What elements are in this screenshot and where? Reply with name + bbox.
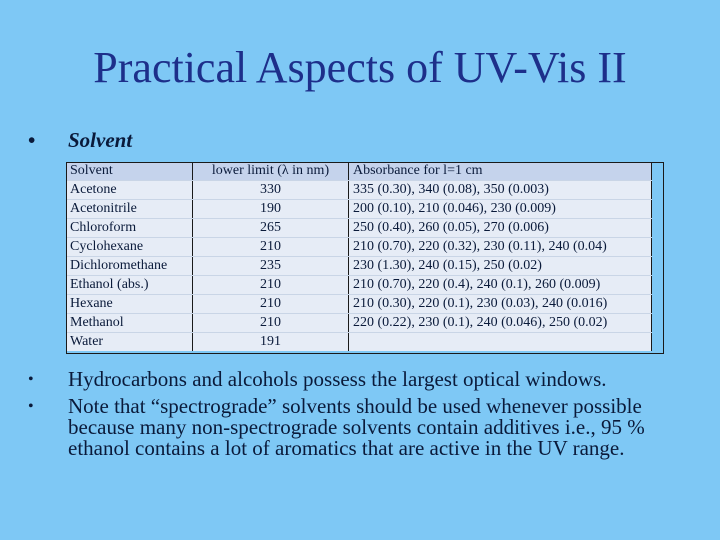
cell-absorbance: 230 (1.30), 240 (0.15), 250 (0.02) bbox=[349, 257, 652, 276]
cell-lower-limit: 210 bbox=[193, 314, 349, 333]
cell-absorbance: 210 (0.70), 220 (0.32), 230 (0.11), 240 (0.04) bbox=[349, 238, 652, 257]
bullet-text: Note that “spectrograde” solvents should be used whenever possible because many non-spectrograde solvents contain additives i.e., 95 % ethanol contains a lot of aromatics that are active in the UV range. bbox=[68, 394, 645, 460]
table-row bbox=[66, 295, 652, 314]
table-row bbox=[66, 200, 652, 219]
cell-lower-limit: 210 bbox=[193, 295, 349, 314]
cell-solvent: Dichloromethane bbox=[66, 257, 193, 276]
table-row bbox=[66, 238, 652, 257]
table-row bbox=[66, 219, 652, 238]
header-absorbance: Absorbance for l=1 cm bbox=[349, 162, 652, 181]
table-row bbox=[66, 181, 652, 200]
table-row bbox=[66, 276, 652, 295]
cell-absorbance: 220 (0.22), 230 (0.1), 240 (0.046), 250 (0.02) bbox=[349, 314, 652, 333]
cell-solvent: Acetone bbox=[66, 181, 193, 200]
cell-lower-limit: 330 bbox=[193, 181, 349, 200]
table-row bbox=[66, 314, 652, 333]
solvent-table bbox=[66, 162, 652, 351]
table-row bbox=[66, 333, 652, 352]
cell-absorbance: 200 (0.10), 210 (0.046), 230 (0.009) bbox=[349, 200, 652, 219]
cell-lower-limit: 210 bbox=[193, 276, 349, 295]
cell-solvent: Hexane bbox=[66, 295, 193, 314]
slide-title: Practical Aspects of UV-Vis II bbox=[93, 43, 627, 92]
cell-absorbance: 250 (0.40), 260 (0.05), 270 (0.006) bbox=[349, 219, 652, 238]
cell-solvent: Acetonitrile bbox=[66, 200, 193, 219]
cell-lower-limit: 190 bbox=[193, 200, 349, 219]
cell-absorbance bbox=[349, 333, 652, 352]
bullet-dot: • bbox=[28, 398, 34, 415]
table-row bbox=[66, 257, 652, 276]
solvent-bullet bbox=[28, 128, 132, 153]
table-header-row bbox=[66, 162, 652, 181]
cell-lower-limit: 210 bbox=[193, 238, 349, 257]
cell-lower-limit: 265 bbox=[193, 219, 349, 238]
cell-solvent: Ethanol (abs.) bbox=[66, 276, 193, 295]
cell-absorbance: 210 (0.30), 220 (0.1), 230 (0.03), 240 (0.016) bbox=[349, 295, 652, 314]
bullet-item bbox=[28, 369, 688, 390]
cell-absorbance: 335 (0.30), 340 (0.08), 350 (0.003) bbox=[349, 181, 652, 200]
cell-solvent: Chloroform bbox=[66, 219, 193, 238]
bullet-dot: • bbox=[28, 371, 34, 388]
cell-lower-limit: 191 bbox=[193, 333, 349, 352]
solvent-bullet-label: Solvent bbox=[68, 128, 133, 152]
cell-solvent: Water bbox=[66, 333, 193, 352]
cell-absorbance: 210 (0.70), 220 (0.4), 240 (0.1), 260 (0.009) bbox=[349, 276, 652, 295]
bullet-item bbox=[28, 396, 688, 459]
bullet-dot: • bbox=[28, 128, 36, 152]
header-solvent: Solvent bbox=[66, 162, 193, 181]
cell-lower-limit: 235 bbox=[193, 257, 349, 276]
cell-solvent: Cyclohexane bbox=[66, 238, 193, 257]
cell-solvent: Methanol bbox=[66, 314, 193, 333]
header-lower-limit: lower limit (λ in nm) bbox=[193, 162, 349, 181]
bullet-text: Hydrocarbons and alcohols possess the largest optical windows. bbox=[68, 367, 607, 391]
